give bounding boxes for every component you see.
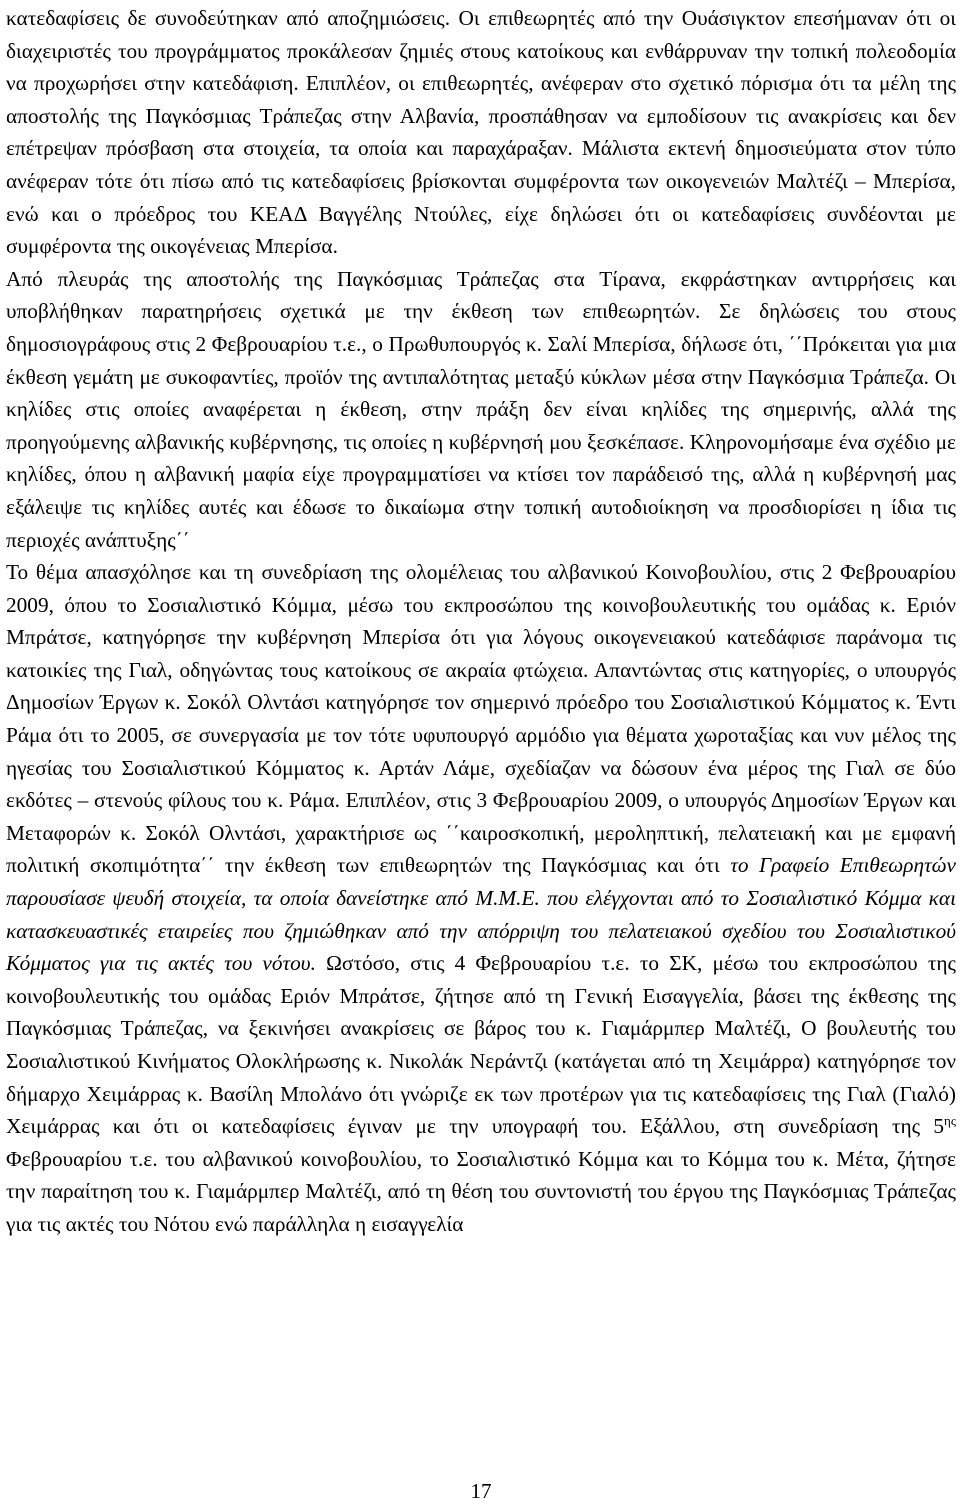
- body-text: [6, 2, 956, 1241]
- paragraph-1-text: κατεδαφίσεις δε συνοδεύτηκαν από αποζημιώσεις. Οι επιθεωρητές από την Ουάσιγκτον επεσήμαναν ότι οι διαχειριστές του προγράμματος προκάλεσαν ζημιές στους κατοίκους και ενθάρρυναν την τοπική πολεοδομία να προχωρήσει στην κατεδάφιση. Επιπλέον, οι επιθεωρητές, ανέφεραν στο σχετικό πόρισμα ότι τα μέλη της αποστολής της Παγκόσμιας Τράπεζας στην Αλβανία, προσπάθησαν να εμποδίσουν τις ανακρίσεις και δεν επέτρεψαν πρόσβαση στα στοιχεία, τα οποία και παραχάραξαν. Μάλιστα εκτενή δημοσιεύματα στον τύπο ανέφεραν τότε ότι πίσω από τις κατεδαφίσεις βρίσκονται συμφέροντα των οικογενειών Μαλτέζι – Μπερίσα, ενώ και ο πρόεδρος του ΚΕΑΔ Βαγγέλης Ντούλες, είχε δηλώσει ότι οι κατεδαφίσεις συνδέονται με συμφέροντα της οικογένειας Μπερίσα.: [6, 6, 956, 259]
- paragraph-3-italic-text: το Γραφείο Επιθεωρητών παρουσίασε ψευδή στοιχεία, τα οποία δανείστηκε από Μ.Μ.Ε. που ελέγχονται από το Σοσιαλιστικό Κόμμα και κατασκευαστικές εταιρείες που ζημιώθηκαν από την απόρριψη του πελατειακού σχεδίου του Σοσιαλιστικού Κόμματος για τις ακτές του νότου.: [6, 853, 956, 976]
- paragraph-3-text-c: Φεβρουαρίου τ.ε. του αλβανικού κοινοβουλίου, το Σοσιαλιστικό Κόμμα και το Κόμμα του κ. Μέτα, ζήτησε την παραίτηση του κ. Γιαμάρμπερ Μαλτέζι, από τη θέση του συντονιστή του έργου της Παγκόσμιας Τράπεζας για τις ακτές του Νότου ενώ παράλληλα η εισαγγελία: [6, 1146, 956, 1236]
- paragraph-1: [6, 2, 956, 263]
- paragraph-3: [6, 556, 956, 1240]
- paragraph-2: [6, 263, 956, 556]
- document-page: [6, 0, 956, 1508]
- ordinal-superscript: ης: [944, 1113, 956, 1129]
- paragraph-3-text-b: Ωστόσο, στις 4 Φεβρουαρίου τ.ε. το ΣΚ, μέσω του εκπροσώπου της κοινοβουλευτικής του ομάδας Εριόν Μπράτσε, ζήτησε από τη Γενική Εισαγγελία, βάσει της έκθεσης της Παγκόσμιας Τράπεζας, να ξεκινήσει ανακρίσεις σε βάρος του κ. Γιαμάρμπερ Μαλτέζι, Ο βουλευτής του Σοσιαλιστικού Κινήματος Ολοκλήρωσης κ. Νικολάκ Νεράντζι (κατάγεται από τη Χειμάρρα) κατηγόρησε τον δήμαρχο Χειμάρρας κ. Βασίλη Μπολάνο ότι γνώριζε εκ των προτέρων για τις κατεδαφίσεις της Γιαλ (Γιαλό) Χειμάρρας και ότι οι κατεδαφίσεις έγιναν με την υπογραφή του. Εξάλλου, στη συνεδρίαση της 5: [6, 951, 956, 1139]
- paragraph-2-text: Από πλευράς της αποστολής της Παγκόσμιας Τράπεζας στα Τίρανα, εκφράστηκαν αντιρρήσεις και υποβλήθηκαν παρατηρήσεις σχετικά με την έκθεση των επιθεωρητών. Σε δηλώσεις του στους δημοσιογράφους στις 2 Φεβρουαρίου τ.ε., ο Πρωθυπουργός κ. Σαλί Μπερίσα, δήλωσε ότι, ΄΄Πρόκειται για μια έκθεση γεμάτη με συκοφαντίες, προϊόν της αντιπαλότητας μεταξύ κύκλων μέσα στην Παγκόσμια Τράπεζα. Οι κηλίδες στις οποίες αναφέρεται η έκθεση, στην πράξη δεν είναι κηλίδες της σημερινής, αλλά της προηγούμενης αλβανικής κυβέρνησης, τις οποίες η κυβέρνησή μου ξεσκέπασε. Κληρονομήσαμε ένα σχέδιο με κηλίδες, όπου η αλβανική μαφία είχε προγραμματίσει να κτίσει τον παράδεισό της, αλλά η κυβέρνησή μας εξάλειψε τις κηλίδες αυτές και έδωσε το δικαίωμα στην τοπική αυτοδιοίκηση να προσδιορίσει η ίδια τις περιοχές ανάπτυξης΄΄: [6, 266, 956, 552]
- page-number: 17: [470, 1479, 492, 1503]
- paragraph-3-text-a: Το θέμα απασχόλησε και τη συνεδρίαση της ολομέλειας του αλβανικού Κοινοβουλίου, στις 2 Φεβρουαρίου 2009, όπου το Σοσιαλιστικό Κόμμα, μέσω του εκπροσώπου της κοινοβουλευτικής του ομάδας κ. Εριόν Μπράτσε, κατηγόρησε την κυβέρνηση Μπερίσα ότι για λόγους οικογενειακού κατεδάφισε παράνομα τις κατοικίες της Γιαλ, οδηγώντας τους κατοίκους σε ακραία φτώχεια. Απαντώντας στις κατηγορίες, ο υπουργός Δημοσίων Έργων κ. Σοκόλ Ολντάσι κατηγόρησε τον σημερινό πρόεδρο του Σοσιαλιστικού Κόμματος κ. Έντι Ράμα ότι το 2005, σε συνεργασία με τον τότε υφυπουργό αρμόδιο για θέματα χωροταξίας και νυν μέλος της ηγεσίας του Σοσιαλιστικού Κόμματος κ. Αρτάν Λάμε, σχεδίαζαν να δώσουν ένα μέρος της Γιαλ σε δύο εκδότες – στενούς φίλους του κ. Ράμα. Επιπλέον, στις 3 Φεβρουαρίου 2009, ο υπουργός Δημοσίων Έργων και Μεταφορών κ. Σοκόλ Ολντάσι, χαρακτήρισε ως ΄΄καιροσκοπική, μεροληπτική, πελατειακή και με εμφανή πολιτική σκοπιμότητα΄΄ την έκθεση των επιθεωρητών της Παγκόσμιας και ότι: [6, 560, 956, 878]
